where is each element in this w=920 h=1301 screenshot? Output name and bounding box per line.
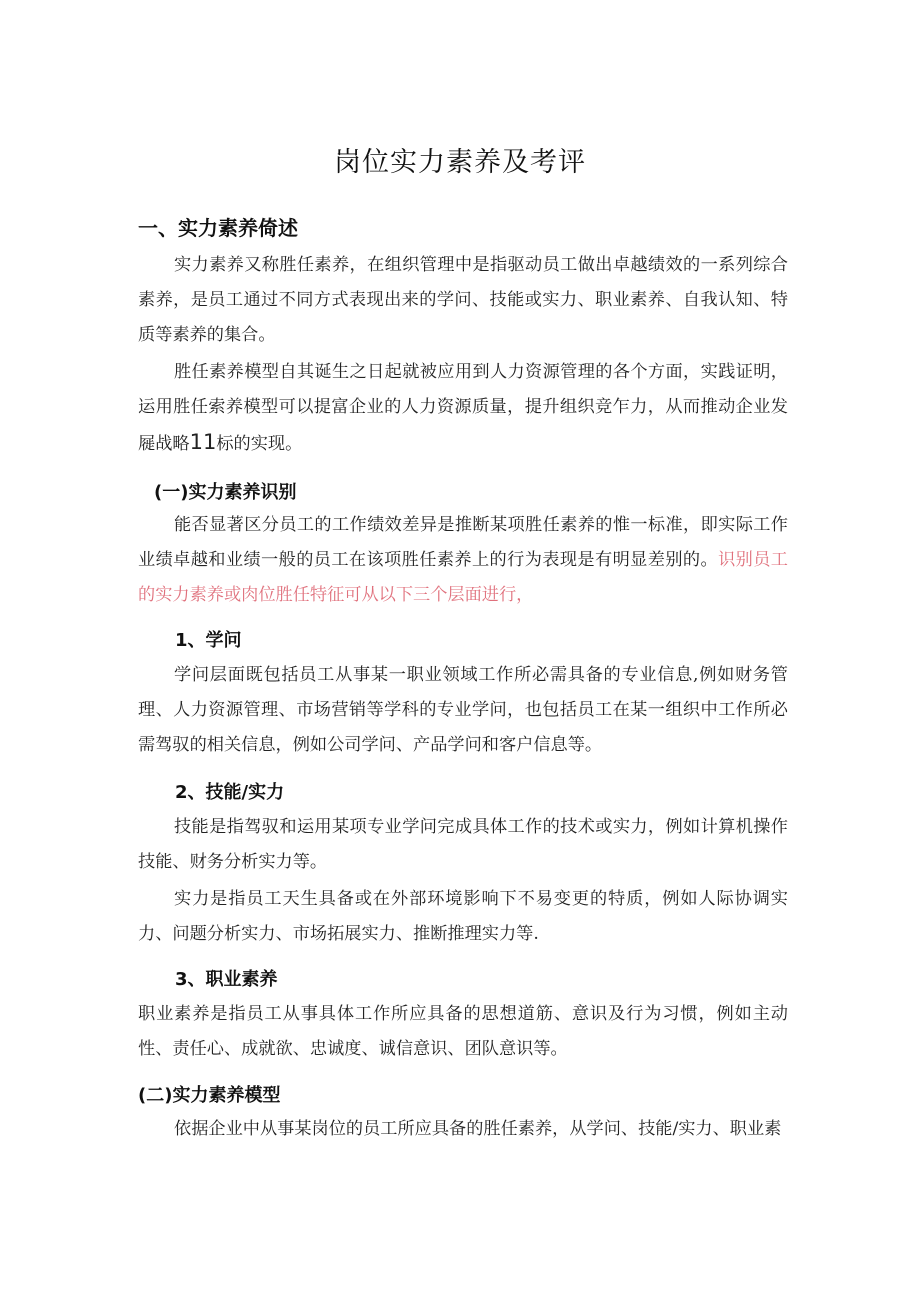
paragraph-identification-text: 能否显著区分员工的工作绩效差异是推断某项胜任素养的惟一标准，即实际工作业绩卓越和业绩一般的员工在该项胜任素养上的行为表现是有明显差别的。 <box>138 515 788 570</box>
paragraph-skills: 技能是指驾驭和运用某项专业学问完成具体工作的技术或实力，例如计算机操作技能、财务分析实力等。 <box>138 817 788 872</box>
item-heading-knowledge: 1、学问 <box>175 630 242 651</box>
item-heading-professionalism: 3、职业素养 <box>175 969 278 990</box>
paragraph-identification <box>138 508 788 613</box>
paragraph-model-usage-number: 11 <box>189 430 217 454</box>
paragraph-model-usage-tail: 标的实现。 <box>216 434 303 454</box>
paragraph-ability: 实力是指员工天生具备或在外部环境影响下不易变更的特质，例如人际协调实力、问题分析实力、市场拓展实力、推断推理实力等. <box>138 889 788 944</box>
subsection-heading-1: (一)实力素养识别 <box>154 482 297 503</box>
paragraph-definition: 实力素养又称胜任素养，在组织管理中是指驱动员工做出卓越绩效的一系列综合素养，是员工通过不同方式表现出来的学问、技能或实力、职业素养、自我认知、特质等素养的集合。 <box>138 255 788 345</box>
subsection-heading-2: (二)实力素养模型 <box>138 1085 281 1106</box>
paragraph-knowledge: 学问层面既包括员工从事某一职业领域工作所必需具备的专业信息,例如财务管理、人力资源管理、市场营销等学科的专业学问，也包括员工在某一组织中工作所必需驾驭的相关信息，例如公司学问、产品学问和客户信息等。 <box>138 665 788 755</box>
item-heading-skills: 2、技能/实力 <box>175 782 285 803</box>
paragraph-professionalism: 职业素养是指员工从事具体工作所应具备的思想道筋、意识及行为习惯，例如主动性、责任心、成就欲、忠诚度、诚信意识、团队意识等。 <box>138 1004 788 1059</box>
section-heading-1: 一、实力素养倚述 <box>138 216 298 240</box>
paragraph-model-usage <box>138 355 788 462</box>
paragraph-model-usage-text: 胜任素养模型自其诞生之日起就被应用到人力资源管理的各个方面，实践证明，运用胜任索养模型可以提富企业的人力资源质量，提升组织竞乍力，从而推动企业发屣战略 <box>138 362 788 454</box>
paragraph-model: 依据企业中从事某岗位的员工所应具备的胜任素养，从学问、技能/实力、职业素 <box>174 1119 782 1139</box>
page-title: 岗位实力素养及考评 <box>334 147 586 178</box>
paragraph-identification-highlight: 识别员工的实力素养或肉位胜任特征可从以下三个层面进行， <box>138 550 788 605</box>
